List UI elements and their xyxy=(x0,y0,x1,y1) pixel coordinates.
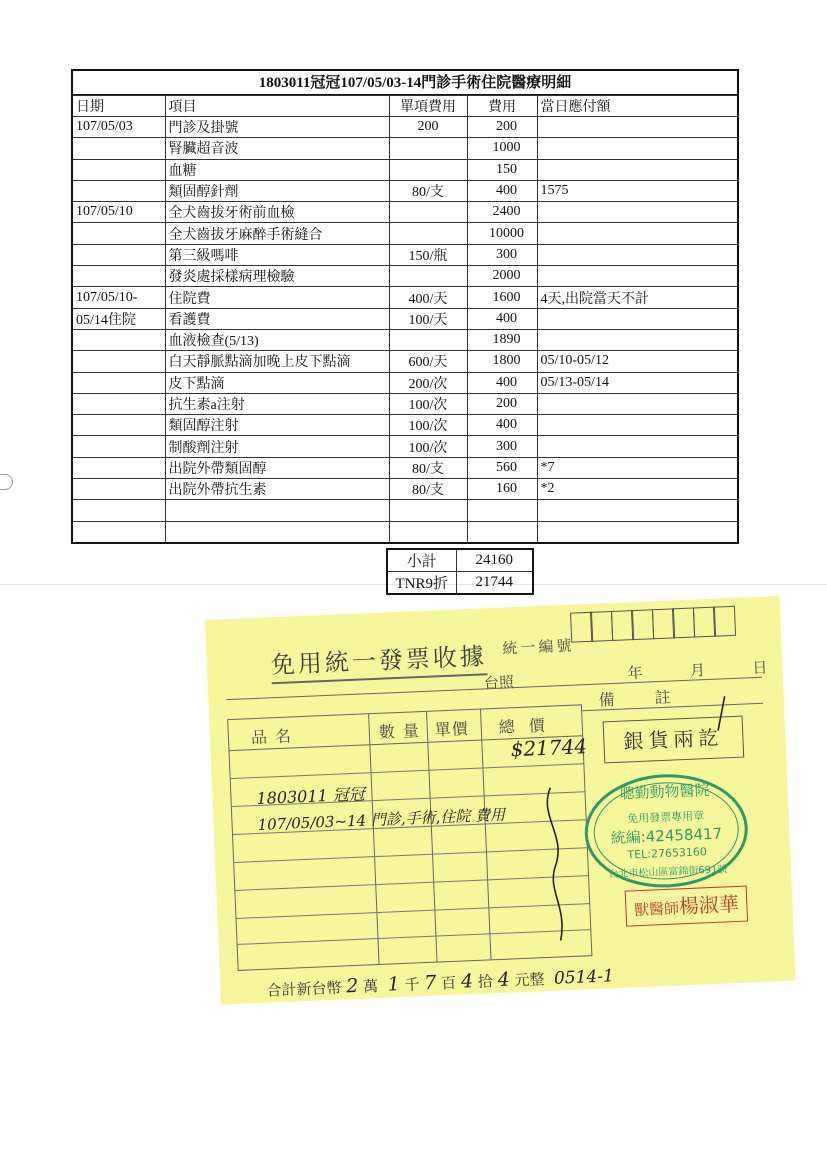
unit-price-cell: 600/天 xyxy=(389,351,467,372)
month-label: 月 xyxy=(689,661,706,680)
handwritten-code: 0514-1 xyxy=(553,966,615,989)
header-daily-payable: 當日應付額 xyxy=(537,96,737,117)
paid-stamp: 銀貨兩訖 xyxy=(603,716,745,764)
taizhao-label: 台照 xyxy=(483,673,515,693)
total-digit-bai: 7 xyxy=(423,971,437,995)
vet-title: 獸醫師 xyxy=(633,899,680,920)
item-cell: 第三級嗎啡 xyxy=(165,244,389,265)
handwritten-item-line2: 107/05/03~14 門診,手術,住院 費用 xyxy=(257,805,506,834)
unit-price-cell: 100/次 xyxy=(389,436,467,457)
bill-header-row xyxy=(73,96,737,117)
bill-row xyxy=(73,351,737,372)
seal-top-text: 聰勤動物醫院 xyxy=(619,781,710,803)
fee-cell: 400 xyxy=(467,180,537,201)
unit-price-cell xyxy=(389,266,467,287)
item-cell: 皮下點滴 xyxy=(165,372,389,393)
bill-row xyxy=(73,202,737,223)
date-cell xyxy=(73,329,165,350)
unit-price-cell xyxy=(389,138,467,159)
daily-payable-cell xyxy=(537,202,737,223)
unit-price-cell: 100/次 xyxy=(389,415,467,436)
bill-row xyxy=(73,393,737,414)
daily-payable-cell xyxy=(537,308,737,329)
date-cell xyxy=(73,415,165,436)
vet-name: 楊淑華 xyxy=(678,891,740,919)
daily-payable-cell: 05/13-05/14 xyxy=(537,372,737,393)
unit-price-cell: 400/天 xyxy=(389,287,467,308)
subtotal-label: 小計 xyxy=(388,550,456,572)
daily-payable-cell: *2 xyxy=(537,479,737,500)
discount-value: 21744 xyxy=(456,572,532,594)
date-cell xyxy=(73,457,165,478)
item-cell: 出院外帶類固醇 xyxy=(165,457,389,478)
total-digit-wan: 2 xyxy=(345,974,359,998)
col-quantity: 數量 xyxy=(378,720,428,742)
subtotal-box xyxy=(386,548,534,595)
bill-row xyxy=(73,457,737,478)
item-cell: 全犬齒拔牙術前血檢 xyxy=(165,202,389,223)
fee-cell: 300 xyxy=(467,244,537,265)
bill-body xyxy=(73,117,737,542)
bill-row xyxy=(73,159,737,180)
unit-price-cell xyxy=(389,159,467,180)
bill-row xyxy=(73,266,737,287)
daily-payable-cell xyxy=(537,436,737,457)
fee-cell xyxy=(467,521,537,542)
item-cell: 出院外帶抗生素 xyxy=(165,479,389,500)
total-digit-shi: 4 xyxy=(460,970,474,993)
bill-row xyxy=(73,521,737,542)
item-cell: 類固醇注射 xyxy=(165,415,389,436)
item-cell: 看護費 xyxy=(165,308,389,329)
date-cell xyxy=(73,244,165,265)
hospital-seal-green xyxy=(579,767,754,894)
date-cell xyxy=(73,180,165,201)
note-header: 備註 xyxy=(598,685,712,710)
unit-price-cell: 100/天 xyxy=(389,308,467,329)
total-prefix: 合計新台幣 xyxy=(266,978,342,1000)
item-cell: 白天靜脈點滴加晚上皮下點滴 xyxy=(165,351,389,372)
unit-price-cell: 150/瓶 xyxy=(389,244,467,265)
bill-row xyxy=(73,436,737,457)
unit-price-cell: 200/次 xyxy=(389,372,467,393)
daily-payable-cell: 05/10-05/12 xyxy=(537,351,737,372)
header-unit-price: 單項費用 xyxy=(389,96,467,117)
bill-row xyxy=(73,244,737,265)
fee-cell: 200 xyxy=(467,393,537,414)
date-cell xyxy=(73,436,165,457)
fee-cell: 200 xyxy=(467,117,537,138)
unit-price-cell: 80/支 xyxy=(389,479,467,500)
daily-payable-cell xyxy=(537,393,737,414)
unit-bai: 百 xyxy=(440,973,457,993)
bill-row xyxy=(73,479,737,500)
fee-cell: 1800 xyxy=(467,351,537,372)
seal-line2: 統編:42458417 xyxy=(610,824,723,848)
unit-qian: 千 xyxy=(404,975,420,994)
punch-hole xyxy=(0,474,13,490)
unit-price-cell: 200 xyxy=(389,117,467,138)
header-date: 日期 xyxy=(73,96,165,117)
unit-price-cell: 80/支 xyxy=(389,180,467,201)
date-cell xyxy=(73,372,165,393)
item-cell: 腎臟超音波 xyxy=(165,138,389,159)
day-label: 日 xyxy=(752,658,768,678)
seal-line1: 免用發票專用章 xyxy=(626,809,705,826)
daily-payable-cell: 1575 xyxy=(537,180,737,201)
item-cell: 住院費 xyxy=(165,287,389,308)
handwritten-total-price: $21744 xyxy=(510,734,588,762)
total-digit-qian: 1 xyxy=(387,973,401,996)
daily-payable-cell: 4天,出院當天不計 xyxy=(537,287,737,308)
fee-cell xyxy=(467,500,537,521)
bill-row xyxy=(73,500,737,521)
col-total-price: 總價 xyxy=(498,715,560,737)
fee-cell: 400 xyxy=(467,372,537,393)
date-cell xyxy=(73,159,165,180)
daily-payable-cell xyxy=(537,159,737,180)
item-cell: 制酸劑注射 xyxy=(165,436,389,457)
date-cell xyxy=(73,479,165,500)
unit-yuan: 元整 xyxy=(514,970,545,990)
daily-payable-cell xyxy=(537,266,737,287)
unified-number-boxes xyxy=(571,606,736,643)
unit-price-cell xyxy=(389,521,467,542)
unified-number-label: 統一編號 xyxy=(502,636,575,658)
receipt-title: 免用統一發票收據 xyxy=(270,636,487,684)
fee-cell: 1000 xyxy=(467,138,537,159)
bill-row xyxy=(73,308,737,329)
handwritten-item-line1: 1803011 冠冠 xyxy=(256,784,366,808)
fee-cell: 560 xyxy=(467,457,537,478)
receipt-slip xyxy=(205,596,796,1005)
bill-row xyxy=(73,180,737,201)
note-pen-mark xyxy=(711,694,733,735)
fee-cell: 150 xyxy=(467,159,537,180)
bill-row xyxy=(73,372,737,393)
item-cell: 抗生素a注射 xyxy=(165,393,389,414)
seal-line3: TEL:27653160 xyxy=(627,845,708,862)
year-label: 年 xyxy=(627,663,643,683)
col-unit-price: 單價 xyxy=(434,719,470,740)
bill-row xyxy=(73,329,737,350)
fee-cell: 1890 xyxy=(467,329,537,350)
daily-payable-cell xyxy=(537,138,737,159)
fee-cell: 1600 xyxy=(467,287,537,308)
daily-payable-cell xyxy=(537,415,737,436)
handwritten-squiggle xyxy=(532,785,579,947)
item-cell: 血糖 xyxy=(165,159,389,180)
fee-cell: 300 xyxy=(467,436,537,457)
unit-price-cell: 80/支 xyxy=(389,457,467,478)
unit-price-cell xyxy=(389,202,467,223)
unit-price-cell xyxy=(389,329,467,350)
medical-bill-table xyxy=(71,69,739,544)
fee-cell: 160 xyxy=(467,479,537,500)
item-cell xyxy=(165,521,389,542)
subtotal-value: 24160 xyxy=(456,550,532,572)
fee-cell: 400 xyxy=(467,308,537,329)
unit-wan: 萬 xyxy=(362,977,379,996)
header-fee: 費用 xyxy=(467,96,537,117)
date-cell: 107/05/03 xyxy=(73,117,165,138)
fee-cell: 10000 xyxy=(467,223,537,244)
item-cell: 全犬齒拔牙麻醉手術縫合 xyxy=(165,223,389,244)
fee-cell: 400 xyxy=(467,415,537,436)
vet-seal-red xyxy=(625,886,748,927)
date-cell: 107/05/10 xyxy=(73,202,165,223)
daily-payable-cell xyxy=(537,223,737,244)
col-item-name: 品名 xyxy=(250,726,300,748)
seal-bottom-text: 台北市松山區富錦街691號 xyxy=(608,864,728,881)
unit-shi: 拾 xyxy=(477,972,494,991)
bill-row xyxy=(73,287,737,308)
date-cell xyxy=(73,351,165,372)
item-cell: 門診及掛號 xyxy=(165,117,389,138)
bill-grid xyxy=(73,95,737,542)
item-cell: 血液檢查(5/13) xyxy=(165,329,389,350)
bill-row xyxy=(73,415,737,436)
unit-price-cell xyxy=(389,500,467,521)
item-cell xyxy=(165,500,389,521)
fee-cell: 2400 xyxy=(467,202,537,223)
daily-payable-cell xyxy=(537,329,737,350)
bill-title: 1803011冠冠107/05/03-14門診手術住院醫療明細 xyxy=(73,71,737,95)
daily-payable-cell xyxy=(537,500,737,521)
date-cell xyxy=(73,521,165,542)
date-cell: 05/14住院 xyxy=(73,308,165,329)
date-cell: 107/05/10- xyxy=(73,287,165,308)
daily-payable-cell xyxy=(537,521,737,542)
bill-row xyxy=(73,138,737,159)
date-cell xyxy=(73,266,165,287)
fee-cell: 2000 xyxy=(467,266,537,287)
date-cell xyxy=(73,393,165,414)
date-cell xyxy=(73,500,165,521)
daily-payable-cell xyxy=(537,244,737,265)
total-digit-yuan: 4 xyxy=(497,968,511,992)
daily-payable-cell xyxy=(537,117,737,138)
discount-label: TNR9折 xyxy=(388,572,456,594)
date-cell xyxy=(73,138,165,159)
bill-row xyxy=(73,223,737,244)
unit-price-cell: 100/次 xyxy=(389,393,467,414)
item-cell: 類固醇針劑 xyxy=(165,180,389,201)
header-item: 項目 xyxy=(165,96,389,117)
unit-price-cell xyxy=(389,223,467,244)
item-cell: 發炎處採樣病理檢驗 xyxy=(165,266,389,287)
date-cell xyxy=(73,223,165,244)
bill-row xyxy=(73,117,737,138)
daily-payable-cell: *7 xyxy=(537,457,737,478)
